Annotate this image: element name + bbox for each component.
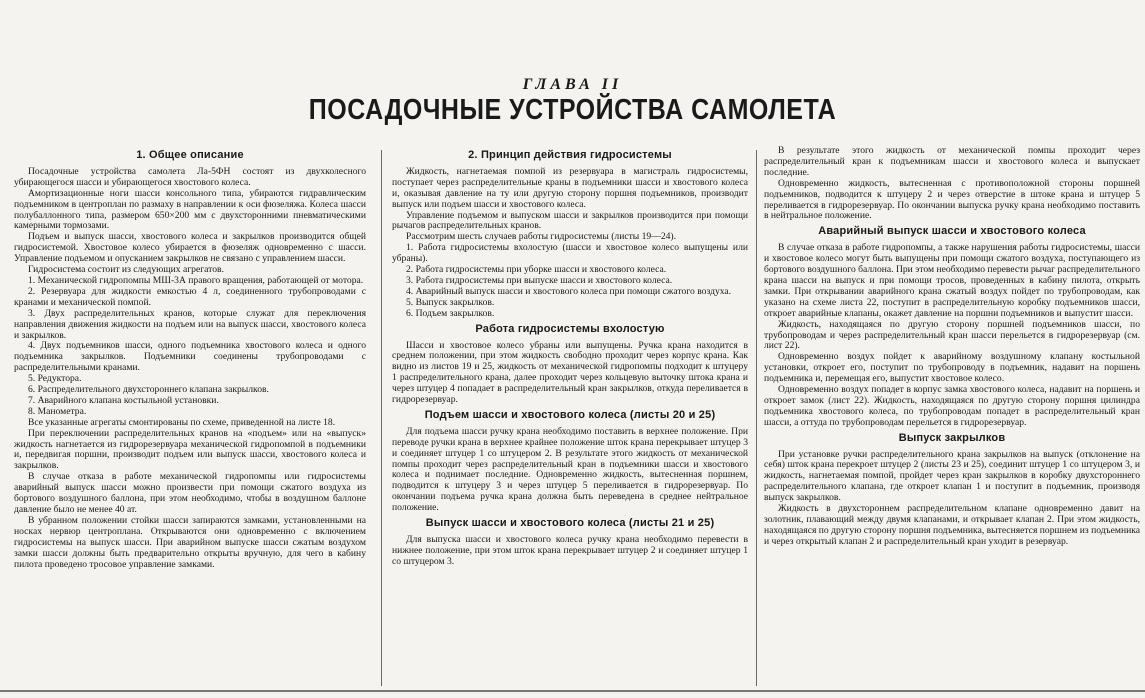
paragraph: 5. Редуктора.	[28, 373, 82, 385]
paragraph: В случае отказа в работе гидропомпы, а также нарушения работы гидросистемы, шасси и хвостовое колесо могут быть выпущены при помощи сжатого воздуха, поступающего из бортового воздушного баллона. При этом необходимо перевести рычаг распределительного крана шасси на выпуск и при помощи тросов, проведенных в кабину пилота, открыть замки. При открывании аварийного крана сжатый воздух пойдет по трубопроводам, как указано на схеме листа 22, поступит в распределительную коробку подъемников шасси, откроет аварийные клапаны, окажет давление на поршни подъемников и выпустит шасси.	[764, 242, 1140, 319]
paragraph: 3. Работа гидросистемы при выпуске шасси и хвостового колеса.	[406, 274, 673, 286]
section-heading: Аварийный выпуск шасси и хвостового колеса	[818, 225, 1086, 238]
paragraph: Рассмотрим шесть случаев работы гидросистемы (листы 19—24).	[406, 231, 677, 243]
column-divider	[756, 150, 757, 686]
paragraph: Одновременно жидкость, вытесненная с противоположной стороны поршней подъемников, подводится к штуцеру 2 и через отверстие в штоке крана и штуцер 5 переливается в гидрорезервуар. По окончании выпуска ручку крана необходимо поставить в нейтральное положение.	[764, 177, 1140, 222]
paragraph: При установке ручки распределительного крана закрылков на выпуск (отклонение на себя) шток крана перекроет штуцер 2 (листы 23 и 25), соединит штуцер 1 со штуцером 3, и жидкость, нагнетаемая помпой, пройдет через кран закрылков в коробку двухстороннего распределительного клапана, где откроет клапан 1 и поступит в подъемник, производя выпуск закрылков.	[764, 448, 1140, 504]
paragraph: В результате этого жидкость от механической помпы проходит через распределительный кран к подъемникам шасси и хвостового колеса и выпускает последние.	[764, 145, 1140, 178]
paragraph-list	[764, 450, 1140, 548]
paragraph: Жидкость в двухстороннем распределительном клапане одновременно давит на золотник, плавающий между двумя клапанами, и открывает клапан 2. При этом жидкость, находящаяся по другую сторону поршня подъемника, вытесняется поршнем из подъемника и через открытый клапан 2 и распределительный кран уходит в резервуар.	[764, 503, 1140, 547]
paragraph: 3. Двух распределительных кранов, которые служат для переключения направления движения жидкости на подъем или на выпуск шасси, хвостового колеса и закрылков.	[14, 307, 366, 341]
paragraph: Жидкость, находящаяся по другую сторону поршней подъемников шасси, по трубопроводам и через распределительный кран шасси перельется в гидрорезервуар (см. лист 22).	[764, 318, 1140, 352]
paragraph: Все указанные агрегаты смонтированы по схеме, приведенной на листе 18.	[28, 416, 336, 428]
paragraph: Жидкость, нагнетаемая помпой из резервуара в магистраль гидросистемы, поступает через распределительные краны в подъемники шасси и хвостового колеса и, оказывая давление на ту или другую сторону поршня подъемников, производит выпуск или подъем шасси и хвостового колеса.	[392, 165, 748, 210]
paragraph: Одновременно воздух пойдет к аварийному воздушному клапану костыльной установки, откроет его, поступит по трубопроводу в подъемник, надавит на поршень подъемника и, перемещая его, выпустит хвостовое колесо.	[764, 351, 1140, 385]
column-1	[14, 146, 366, 570]
section-heading: Выпуск шасси и хвостового колеса (листы 21 и 25)	[425, 517, 715, 530]
paragraph: 1. Механической гидропомпы МШ-3А правого вращения, работающей от мотора.	[28, 274, 364, 286]
section-heading: Работа гидросистемы вхолостую	[475, 322, 665, 335]
page-title: ПОСАДОЧНЫЕ УСТРОЙСТВА САМОЛЕТА	[308, 93, 837, 127]
column-2	[392, 146, 748, 568]
paragraph: Шасси и хвостовое колесо убраны или выпущены. Ручка крана находится в среднем положении, при этом жидкость свободно проходит через корпус крана. Как видно из листов 19 и 25, жидкость от механической гидропомпы подходит к штуцеру 1 распределительного крана, далее проходит через кольцевую выточку штока крана и через штуцер 4 попадает в распределительный кран закрылков, откуда переливается в гидрорезервуар.	[392, 339, 748, 406]
paragraph: 8. Манометра.	[28, 405, 87, 417]
section-heading: Выпуск закрылков	[898, 431, 1006, 444]
section-heading: 2. Принцип действия гидросистемы	[468, 149, 672, 161]
paragraph-list	[14, 167, 366, 571]
paragraph: В случае отказа в работе механической гидропомпы или гидросистемы аварийный выпуск шасси можно произвести при помощи сжатого воздуха из бортового воздушного баллона, при этом необходимо, чтобы в воздушном баллоне давление было не менее 40 ат.	[14, 471, 366, 515]
paragraph: В убранном положении стойки шасси запираются замками, установленными на носках нервюр центроплана. Открываются они одновременно с включением гидросистемы на выпуск шасси. При аварийном выпуске шасси сжатым воздухом замки шасси должны быть предварительно открыты вручную, для чего в кабину пилота проведено тросовое управление замками.	[14, 514, 366, 570]
paragraph: Амортизационные ноги шасси консольного типа, убираются гидравлическим подъемником в центроплан по размаху в направлении к оси фюзеляжа. Колеса шасси полубаллонного типа, размером 650×200 мм с двухсторонними пневматическими камерными тормозами.	[14, 187, 366, 232]
paragraph: Для подъема шасси ручку крана необходимо поставить в верхнее положение. При переводе ручки крана в верхнее крайнее положение шток крана перекрывает штуцер 3 и соединяет штуцер 1 со штуцером 2. В результате этого жидкость от механической помпы проходит через распределительный кран в подъемники шасси и хвостового колеса и поднимает последние. Одновременно жидкость, вытесненная поршнем, подводится к штуцеру 3 и через штуцер 5 переливается в гидрорезервуар. По окончании подъема ручка крана должна быть переведена в среднее нейтральное положение.	[392, 425, 748, 514]
paragraph: Для выпуска шасси и хвостового колеса ручку крана необходимо перевести в нижнее положение, при этом шток крана перекрывает штуцер 2 и соединяет штуцер 1 со штуцером 3.	[392, 534, 748, 567]
column-3	[764, 146, 1140, 548]
paragraph: Гидросистема состоит из следующих агрегатов.	[28, 264, 224, 276]
paragraph: 2. Работа гидросистемы при уборке шасси и хвостового колеса.	[406, 264, 667, 276]
paragraph: 6. Распределительного двухстороннего клапана закрылков.	[28, 384, 269, 396]
section-heading: Подъем шасси и хвостового колеса (листы 20 и 25)	[424, 408, 716, 421]
paragraph: Подъем и выпуск шасси, хвостового колеса и закрылков производится общей гидросистемой. Хвостовое колесо убирается в фюзеляж одновременно с шасси. Управление подъемом и опусканием закрылков не связано с управлением шасси.	[14, 231, 366, 265]
section-heading: 1. Общее описание	[136, 149, 244, 161]
bottom-rule	[0, 690, 1145, 692]
paragraph: Одновременно воздух попадет в корпус замка хвостового колеса, надавит на поршень и откроет замок (лист 22). Жидкость, находящаяся по другую сторону поршня цилиндра подъемника хвостового колеса, по трубопроводам попадет в распределительный кран шасси, а оттуда по трубопроводам перельется в гидрорезервуар.	[764, 384, 1140, 428]
paragraph-list	[764, 243, 1140, 428]
paragraph-list	[392, 535, 748, 568]
paragraph-list	[764, 146, 1140, 222]
paragraph-list	[392, 341, 748, 406]
paragraph: Управление подъемом и выпуском шасси и закрылков производится при помощи рычагов распределительных кранов.	[392, 209, 748, 232]
paragraph: 4. Двух подъемников шасси, одного подъемника хвостового колеса и одного подъемника закрылков. Подъемники соединены трубопроводами с распределительными кранами.	[14, 340, 366, 374]
paragraph: 6. Подъем закрылков.	[406, 307, 495, 319]
paragraph-list	[392, 167, 748, 320]
paragraph: Посадочные устройства самолета Ла-5ФН состоят из двухколесного убирающегося шасси и убирающегося хвостового колеса.	[14, 165, 366, 188]
paragraph: 2. Резервуара для жидкости емкостью 4 л, соединенного трубопроводами с кранами и механической помпой.	[14, 285, 366, 308]
paragraph: 5. Выпуск закрылков.	[406, 296, 495, 308]
chapter-label: ГЛАВА II	[522, 76, 623, 93]
paragraph: 4. Аварийный выпуск шасси и хвостового колеса при помощи сжатого воздуха.	[406, 285, 732, 297]
paragraph: При переключении распределительных кранов на «подъем» или на «выпуск» жидкость нагнетается из гидрорезервуара механической гидропомпой в подъемники и, передвигая поршни, производит подъем или выпуск шасси, хвостового колеса и закрылков.	[14, 427, 366, 472]
column-divider	[381, 150, 382, 686]
paragraph: 1. Работа гидросистемы вхолостую (шасси и хвостовое колесо выпущены или убраны).	[392, 242, 748, 265]
paragraph-list	[392, 427, 748, 514]
paragraph: 7. Аварийного клапана костыльной установки.	[28, 394, 219, 406]
